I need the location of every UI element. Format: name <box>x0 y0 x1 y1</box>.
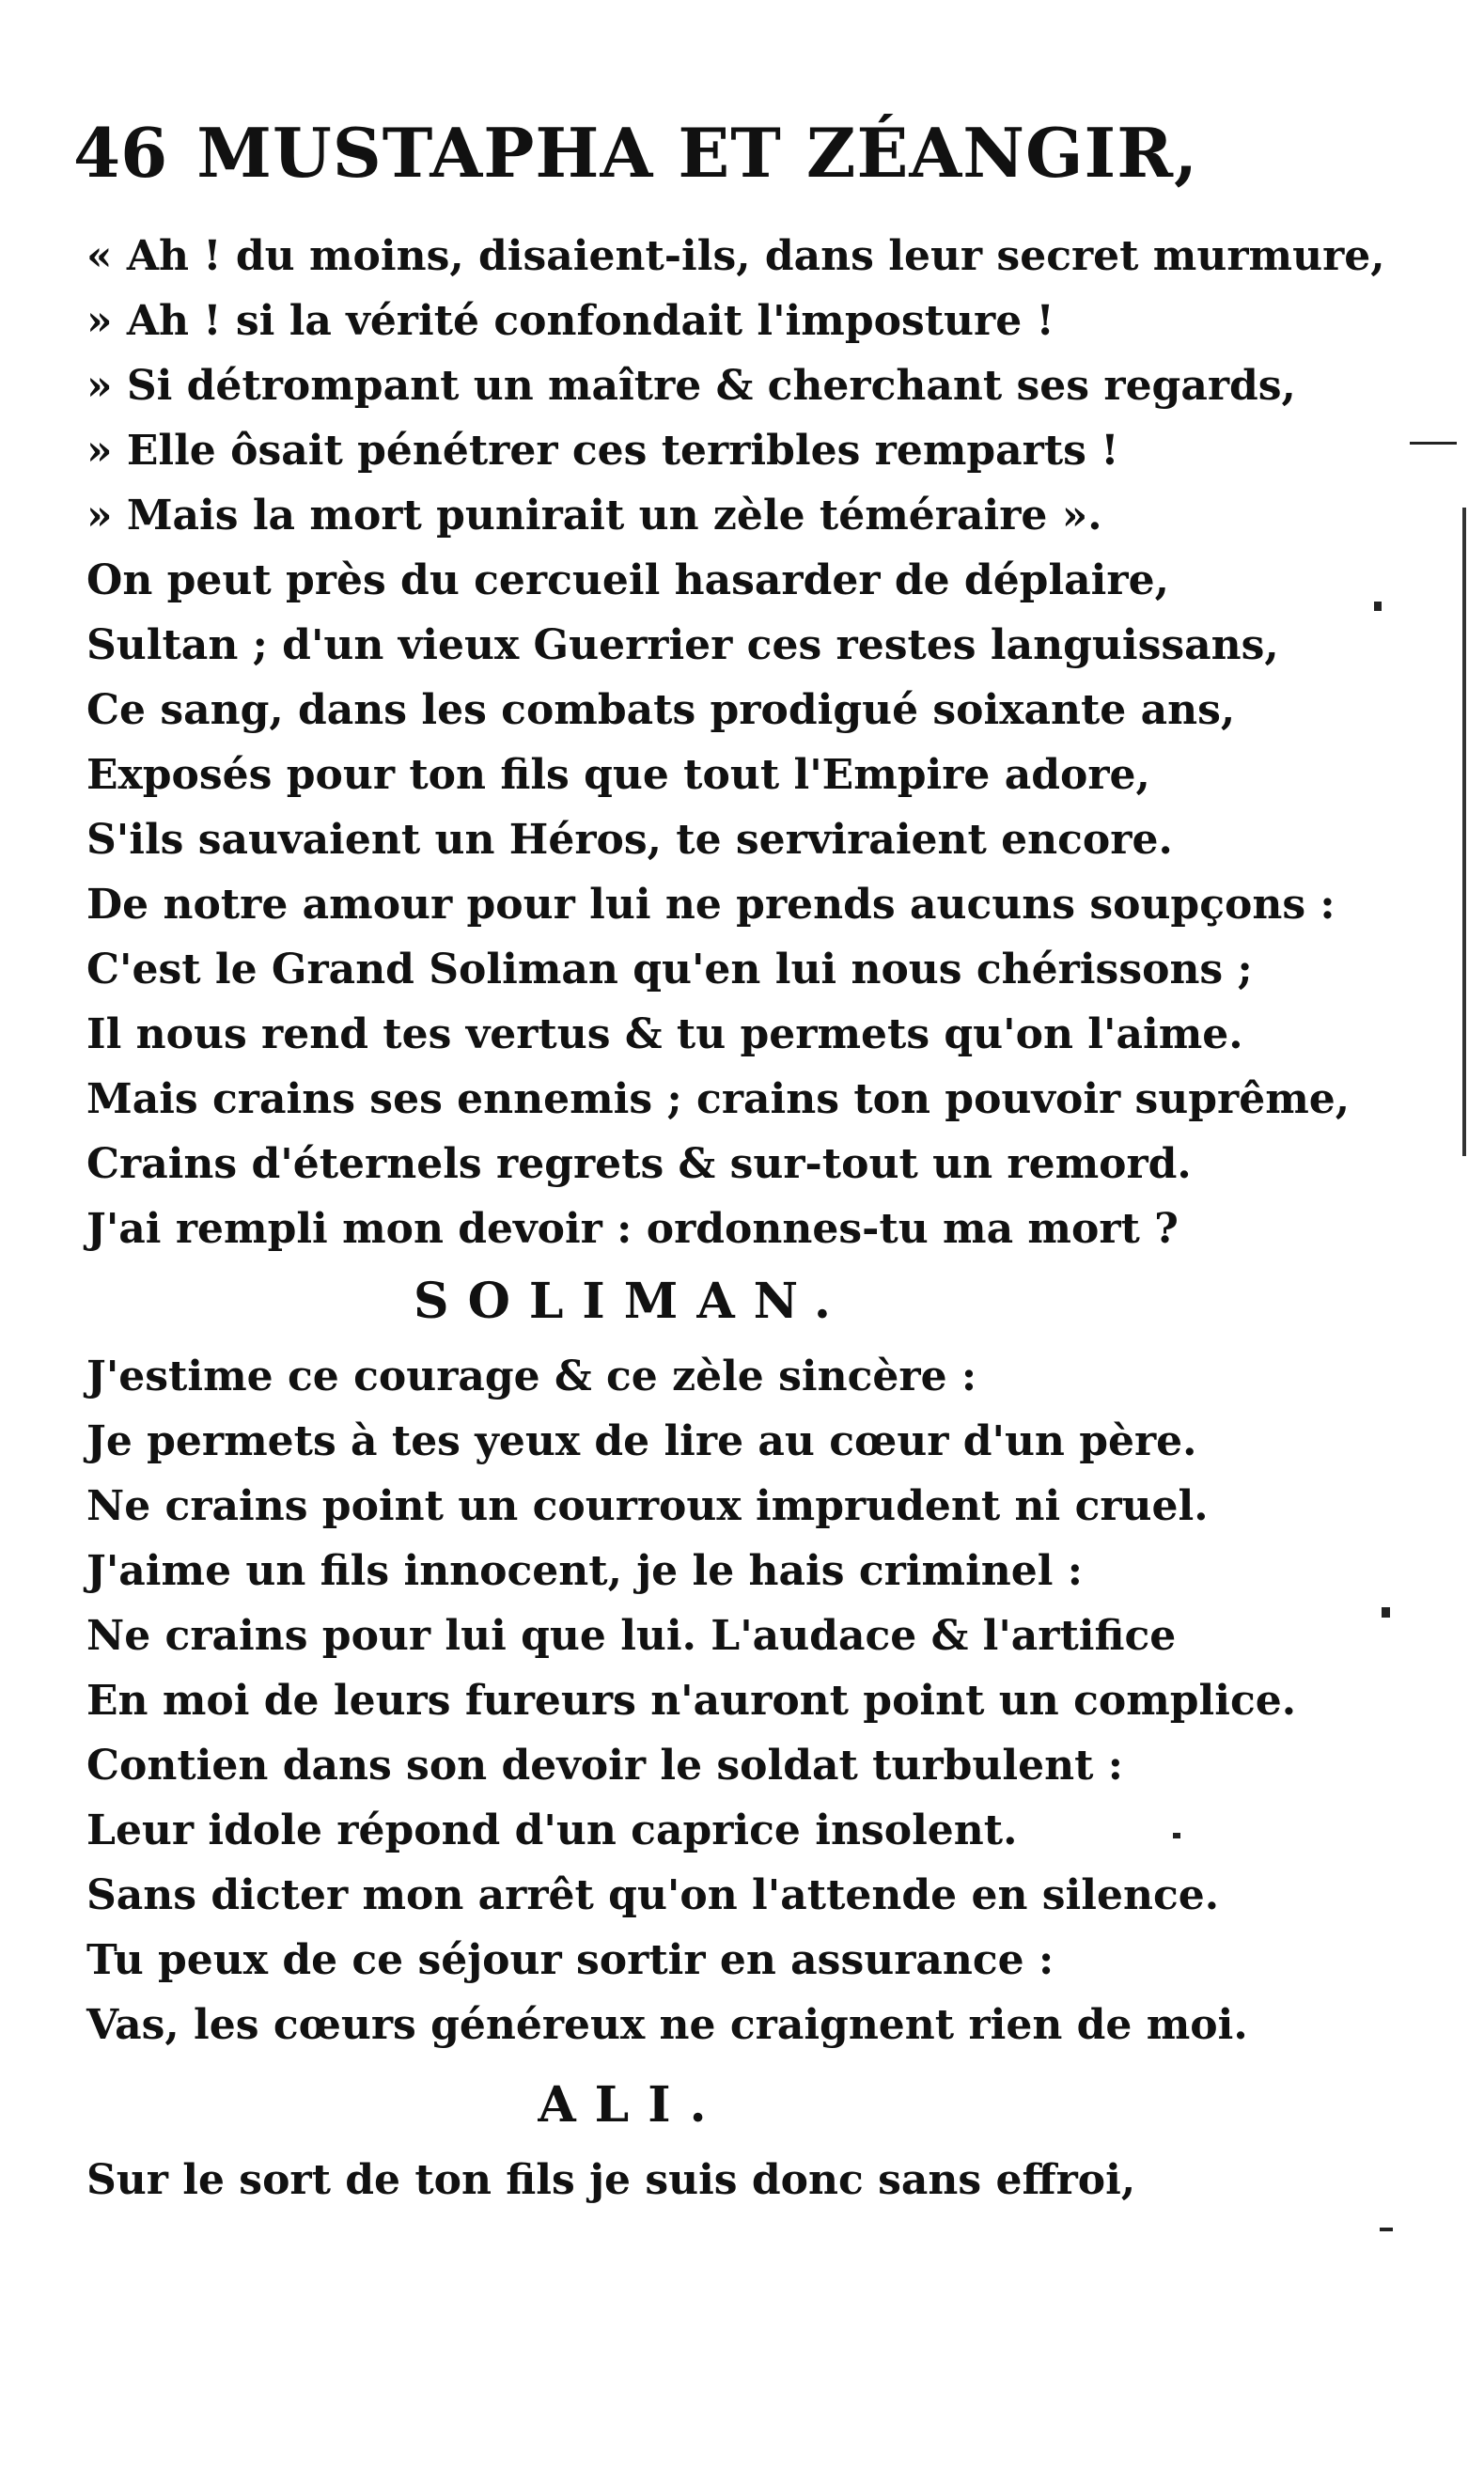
verse-line: » Si détrompant un maître & cherchant ses regards, <box>86 362 1296 410</box>
verse-line: » Ah ! si la vérité confondait l'imposture ! <box>86 297 1054 345</box>
verse-line: » Elle ôsait pénétrer ces terribles remparts ! <box>86 427 1119 475</box>
verse-line: Sur le sort de ton fils je suis donc sans effroi, <box>86 2156 1136 2204</box>
verse-line: Sultan ; d'un vieux Guerrier ces restes languissans, <box>86 621 1279 669</box>
speaker-heading-soliman: SOLIMAN. <box>414 1273 850 1330</box>
verse-line: Ne crains pour lui que lui. L'audace & l'artifice <box>86 1612 1177 1660</box>
page-header <box>73 113 1199 207</box>
verse-line: S'ils sauvaient un Héros, te serviraient encore. <box>86 816 1173 864</box>
verse-block-ali-reply <box>86 2148 1177 2213</box>
verse-line: Tu peux de ce séjour sortir en assurance : <box>86 1936 1054 1984</box>
margin-mark <box>1380 2228 1393 2231</box>
verse-line: J'ai rempli mon devoir : ordonnes-tu ma mort ? <box>86 1205 1179 1253</box>
verse-line: Je permets à tes yeux de lire au cœur d'un père. <box>86 1417 1197 1465</box>
verse-line: C'est le Grand Soliman qu'en lui nous chérissons ; <box>86 946 1253 993</box>
margin-mark <box>1374 602 1382 611</box>
verse-line: J'aime un fils innocent, je le hais criminel : <box>86 1547 1084 1595</box>
verse-line: Crains d'éternels regrets & sur-tout un remord. <box>86 1140 1192 1188</box>
verse-block-soliman-speech <box>86 1344 1297 2057</box>
verse-line: On peut près du cercueil hasarder de déplaire, <box>86 556 1169 604</box>
verse-line: J'estime ce courage & ce zèle sincère : <box>86 1353 977 1400</box>
verse-line: Contien dans son devoir le soldat turbulent : <box>86 1742 1123 1790</box>
verse-line: Sans dicter mon arrêt qu'on l'attende en silence. <box>86 1871 1220 1919</box>
verse-line: Exposés pour ton fils que tout l'Empire adore, <box>86 751 1150 799</box>
verse-line: Ce sang, dans les combats prodigué soixante ans, <box>86 686 1236 734</box>
verse-line: « Ah ! du moins, disaient-ils, dans leur secret murmure, <box>86 232 1385 280</box>
margin-mark <box>1382 1607 1390 1618</box>
verse-line: En moi de leurs fureurs n'auront point un complice. <box>86 1677 1297 1725</box>
margin-mark <box>1410 442 1457 445</box>
verse-block-ali-speech <box>86 224 1385 1261</box>
margin-mark <box>1173 1833 1180 1838</box>
verse-line: Leur idole répond d'un caprice insolent. <box>86 1806 1018 1854</box>
verse-line: Ne crains point un courroux imprudent ni cruel. <box>86 1482 1209 1530</box>
speaker-heading-ali: ALI. <box>538 2076 726 2134</box>
verse-line: De notre amour pour lui ne prends aucuns soupçons : <box>86 881 1336 929</box>
verse-line: » Mais la mort punirait un zèle téméraire ». <box>86 492 1102 540</box>
running-title: MUSTAPHA ET ZÉANGIR, <box>196 113 1199 193</box>
margin-rule <box>1462 508 1466 1156</box>
verse-line: Vas, les cœurs généreux ne craignent rien de moi. <box>86 2001 1248 2049</box>
verse-line: Il nous rend tes vertus & tu permets qu'on l'aime. <box>86 1010 1243 1058</box>
page-number: 46 <box>73 113 168 193</box>
verse-line: Mais crains ses ennemis ; crains ton pouvoir suprême, <box>86 1075 1351 1123</box>
